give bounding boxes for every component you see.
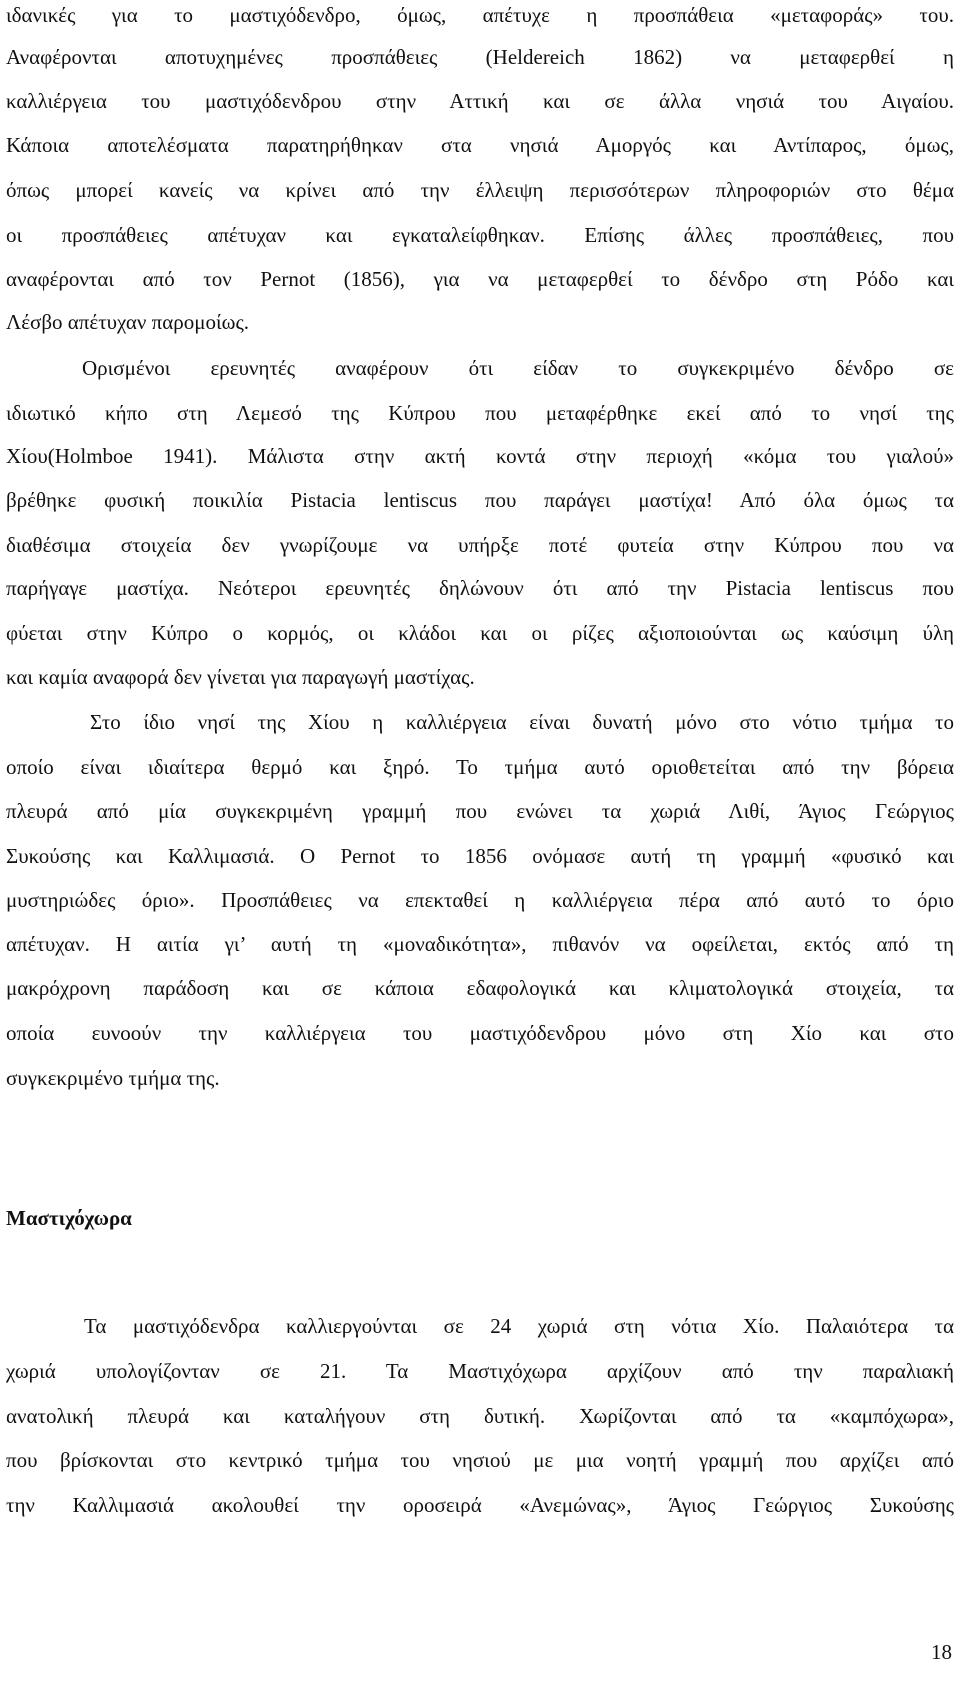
text-line: μακρόχρονη παράδοση και σε κάποια εδαφολογικά και κλιματολογικά στοιχεία, τα — [6, 976, 954, 1000]
text-line: αναφέρονται από τον Pernot (1856), για να μεταφερθεί το δένδρο στη Ρόδο και — [6, 267, 954, 291]
text-line: βρέθηκε φυσική ποικιλία Pistacia lentiscus που παράγει μαστίχα! Από όλα όμως τα — [6, 488, 954, 512]
text-line: Κάποια αποτελέσματα παρατηρήθηκαν στα νησιά Αμοργός και Αντίπαρος, όμως, — [6, 133, 954, 157]
text-line: χωριά υπολογίζονταν σε 21. Τα Μαστιχόχωρα αρχίζουν από την παραλιακή — [6, 1359, 954, 1383]
page-number: 18 — [931, 1640, 952, 1664]
text-line: Στο ίδιο νησί της Χίου η καλλιέργεια είναι δυνατή μόνο στο νότιο τμήμα το — [90, 710, 954, 734]
text-line: παρήγαγε μαστίχα. Νεότεροι ερευνητές δηλώνουν ότι από την Pistacia lentiscus που — [6, 576, 954, 600]
text-line: Συκούσης και Καλλιμασιά. Ο Pernot το 1856 ονόμασε αυτή τη γραμμή «φυσικό και — [6, 844, 954, 868]
text-line: την Καλλιμασιά ακολουθεί την οροσειρά «Ανεμώνας», Άγιος Γεώργιος Συκούσης — [6, 1493, 954, 1517]
text-line: φύεται στην Κύπρο ο κορμός, οι κλάδοι και οι ρίζες αξιοποιούνται ως καύσιμη ύλη — [6, 621, 954, 645]
text-line: ιδιωτικό κήπο στη Λεμεσό της Κύπρου που μεταφέρθηκε εκεί από το νησί της — [6, 401, 954, 425]
text-line: ιδανικές για το μαστιχόδενδρο, όμως, απέτυχε η προσπάθεια «μεταφοράς» του. — [6, 3, 954, 27]
text-line: καλλιέργεια του μαστιχόδενδρου στην Αττική και σε άλλα νησιά του Αιγαίου. — [6, 89, 954, 113]
text-line: όπως μπορεί κανείς να κρίνει από την έλλειψη περισσότερων πληροφοριών στο θέμα — [6, 178, 954, 202]
text-line: Λέσβο απέτυχαν παρομοίως. — [6, 310, 250, 334]
text-line: και καμία αναφορά δεν γίνεται για παραγωγή μαστίχας. — [6, 665, 475, 689]
text-line: οι προσπάθειες απέτυχαν και εγκαταλείφθηκαν. Επίσης άλλες προσπάθειες, που — [6, 223, 954, 247]
text-line: μυστηριώδες όριο». Προσπάθειες να επεκταθεί η καλλιέργεια πέρα από αυτό το όριο — [6, 888, 954, 912]
section-heading: Μαστιχόχωρα — [6, 1206, 132, 1230]
text-line: Χίου(Holmboe 1941). Μάλιστα στην ακτή κοντά στην περιοχή «κόμα του γιαλού» — [6, 444, 954, 468]
text-line: ανατολική πλευρά και καταλήγουν στη δυτική. Χωρίζονται από τα «καμπόχωρα», — [6, 1404, 954, 1428]
text-line: Αναφέρονται αποτυχημένες προσπάθειες (Heldereich 1862) να μεταφερθεί η — [6, 45, 954, 69]
text-line: Ορισμένοι ερευνητές αναφέρουν ότι είδαν το συγκεκριμένο δένδρο σε — [82, 356, 954, 380]
text-line: οποία ευνοούν την καλλιέργεια του μαστιχόδενδρου μόνο στη Χίο και στο — [6, 1021, 954, 1045]
text-line: που βρίσκονται στο κεντρικό τμήμα του νησιού με μια νοητή γραμμή που αρχίζει από — [6, 1448, 954, 1472]
text-line: συγκεκριμένο τμήμα της. — [6, 1066, 220, 1090]
text-line: διαθέσιμα στοιχεία δεν γνωρίζουμε να υπήρξε ποτέ φυτεία στην Κύπρου που να — [6, 533, 954, 557]
text-line: πλευρά από μία συγκεκριμένη γραμμή που ενώνει τα χωριά Λιθί, Άγιος Γεώργιος — [6, 799, 954, 823]
text-line: οποίο είναι ιδιαίτερα θερμό και ξηρό. Το τμήμα αυτό οριοθετείται από την βόρεια — [6, 755, 954, 779]
text-line: Τα μαστιχόδενδρα καλλιεργούνται σε 24 χωριά στη νότια Χίο. Παλαιότερα τα — [84, 1314, 954, 1338]
text-line: απέτυχαν. Η αιτία γι’ αυτή τη «μοναδικότητα», πιθανόν να οφείλεται, εκτός από τη — [6, 932, 954, 956]
